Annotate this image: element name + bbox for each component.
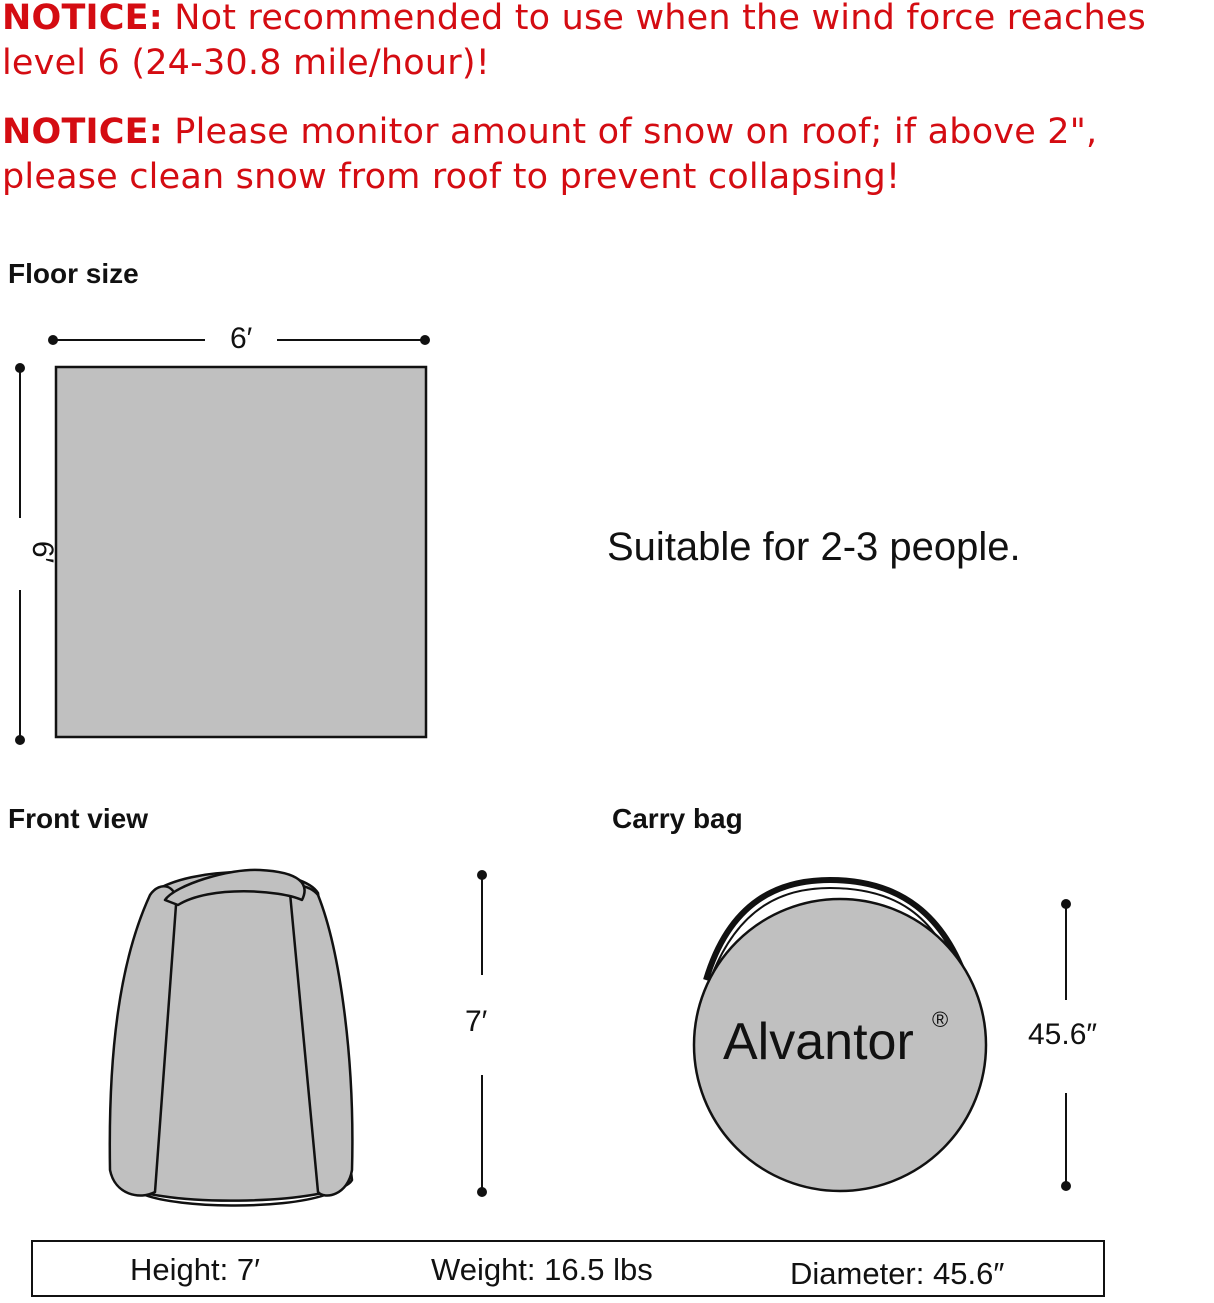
tent-height-label: 7′ — [465, 1005, 488, 1038]
registered-mark: ® — [932, 1007, 949, 1032]
spec-summary-box — [31, 1240, 1105, 1297]
notice-text-line2: level 6 (24-30.8 mile/hour)! — [2, 43, 490, 83]
carry-bag-title: Carry bag — [612, 803, 743, 834]
notice-text-line1: Not recommended to use when the wind force reaches — [162, 0, 1146, 38]
floor-depth-label: 6′ — [26, 540, 59, 564]
notice-text-line1: Please monitor amount of snow on roof; if above 2", — [162, 112, 1098, 152]
floor-square — [56, 367, 426, 737]
notice-label: NOTICE: — [2, 0, 163, 38]
front-view-title: Front view — [8, 803, 149, 834]
spec-diameter: Diameter: 45.6″ — [790, 1256, 1005, 1291]
floor-width-label: 6′ — [230, 322, 253, 355]
spec-height: Height: 7′ — [130, 1252, 260, 1287]
tent-front-view — [110, 870, 353, 1206]
capacity-caption: Suitable for 2-3 people. — [607, 525, 1021, 569]
brand-logo-text: Alvantor — [723, 1013, 914, 1071]
bag-diameter-label: 45.6″ — [1028, 1018, 1098, 1051]
notice-text-line2: please clean snow from roof to prevent collapsing! — [2, 157, 901, 197]
spec-weight: Weight: 16.5 lbs — [431, 1252, 653, 1287]
floor-depth-dimension — [16, 364, 24, 744]
floor-size-title: Floor size — [8, 258, 139, 289]
notice-label: NOTICE: — [2, 112, 163, 152]
